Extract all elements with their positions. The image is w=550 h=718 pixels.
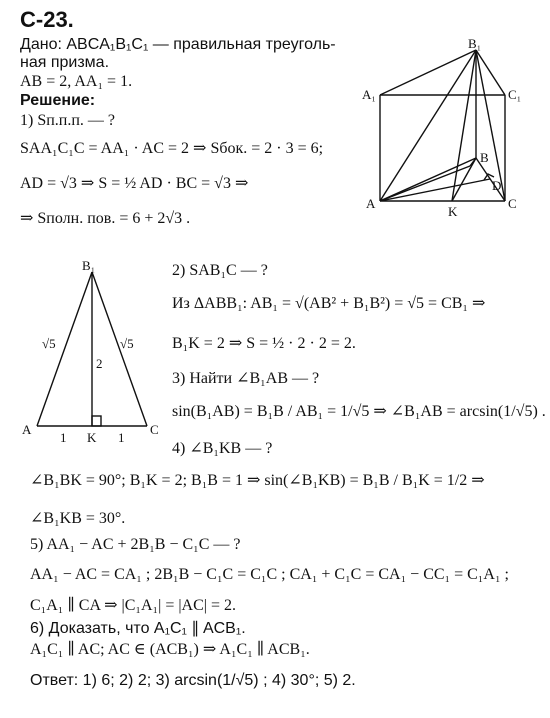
step5-line1: AA₁ − AC = CA₁ ; 2B₁B − C₁C = C₁C ; CA₁ + C₁C = CA₁ − CC₁ = C₁A₁ ;: [30, 566, 509, 583]
prism-label-k: K: [448, 204, 458, 218]
solution-heading: Решение:: [20, 92, 96, 109]
step2-line2: B₁K = 2 ⇒ S = ½ · 2 · 2 = 2.: [172, 335, 356, 352]
prism-label-d: D: [492, 178, 502, 193]
prism-label-b1: B₁: [468, 38, 482, 51]
step1-line1: SAA₁C₁C = AA₁ · AC = 2 ⇒ Sбок. = 2 · 3 = 6;: [20, 140, 324, 157]
triangle-figure: [22, 258, 162, 448]
step4-question: 4) ∠B₁KB — ?: [172, 440, 273, 457]
prism-label-c1: C₁: [508, 87, 522, 102]
step3-line1: sin(B₁AB) = B₁B / AB₁ = 1/√5 ⇒ ∠B₁AB = arcsin(1/√5) .: [172, 403, 546, 420]
given-line-1: Дано: ABCA₁B₁C₁ — правильная треуголь-: [20, 36, 336, 53]
step5-question: 5) AA₁ − AC + 2B₁B − C₁C — ?: [30, 536, 241, 553]
step4-line2: ∠B₁KB = 30°.: [30, 510, 126, 527]
triangle-label-a: A: [22, 422, 32, 437]
triangle-label-c: C: [150, 422, 159, 437]
answer-line: Ответ: 1) 6; 2) 2; 3) arcsin(1/√5) ; 4) 30°; 5) 2.: [30, 672, 356, 689]
prism-label-b: B: [480, 150, 489, 165]
triangle-right-angle-mark: [92, 416, 101, 426]
triangle-label-k: K: [87, 430, 97, 445]
prism-label-c: C: [508, 196, 517, 211]
prism-figure: [360, 38, 540, 218]
given-line-3: AB = 2, AA₁ = 1.: [20, 73, 133, 90]
step1-line3: ⇒ Sполн. пов. = 6 + 2√3 .: [20, 210, 191, 227]
page-title: С-23.: [20, 7, 74, 32]
step1-question: 1) Sп.п.п. — ?: [20, 112, 116, 129]
triangle-label-b1: B₁: [82, 258, 96, 273]
step3-question: 3) Найти ∠B₁AB — ?: [172, 370, 320, 387]
step2-question: 2) SAB₁C — ?: [172, 262, 268, 279]
triangle-label-height: 2: [96, 356, 103, 371]
given-line-2: ная призма.: [20, 54, 110, 71]
step5-line2: C₁A₁ ∥ CA ⇒ |C₁A₁| = |AC| = 2.: [30, 597, 236, 614]
step2-line1: Из ΔABB₁: AB₁ = √(AB² + B₁B²) = √5 = CB₁ ⇒: [172, 295, 486, 312]
triangle-label-side-left: √5: [42, 336, 56, 351]
step6-question: 6) Доказать, что A₁C₁ ∥ ACB₁.: [30, 620, 246, 637]
prism-label-a1: A₁: [362, 87, 376, 102]
triangle-label-base-right: 1: [118, 430, 125, 445]
prism-line-ad: [380, 179, 490, 201]
prism-label-a: A: [366, 196, 376, 211]
step1-line2: AD = √3 ⇒ S = ½ AD · BC = √3 ⇒: [20, 175, 249, 192]
step6-line1: A₁C₁ ∥ AC; AC ∈ (ACB₁) ⇒ A₁C₁ ∥ ACB₁.: [30, 641, 310, 658]
triangle-label-base-left: 1: [60, 430, 67, 445]
prism-line-inner: [380, 166, 470, 201]
triangle-label-side-right: √5: [120, 336, 134, 351]
step4-line1: ∠B₁BK = 90°; B₁K = 2; B₁B = 1 ⇒ sin(∠B₁KB) = B₁B / B₁K = 1/2 ⇒: [30, 472, 485, 489]
